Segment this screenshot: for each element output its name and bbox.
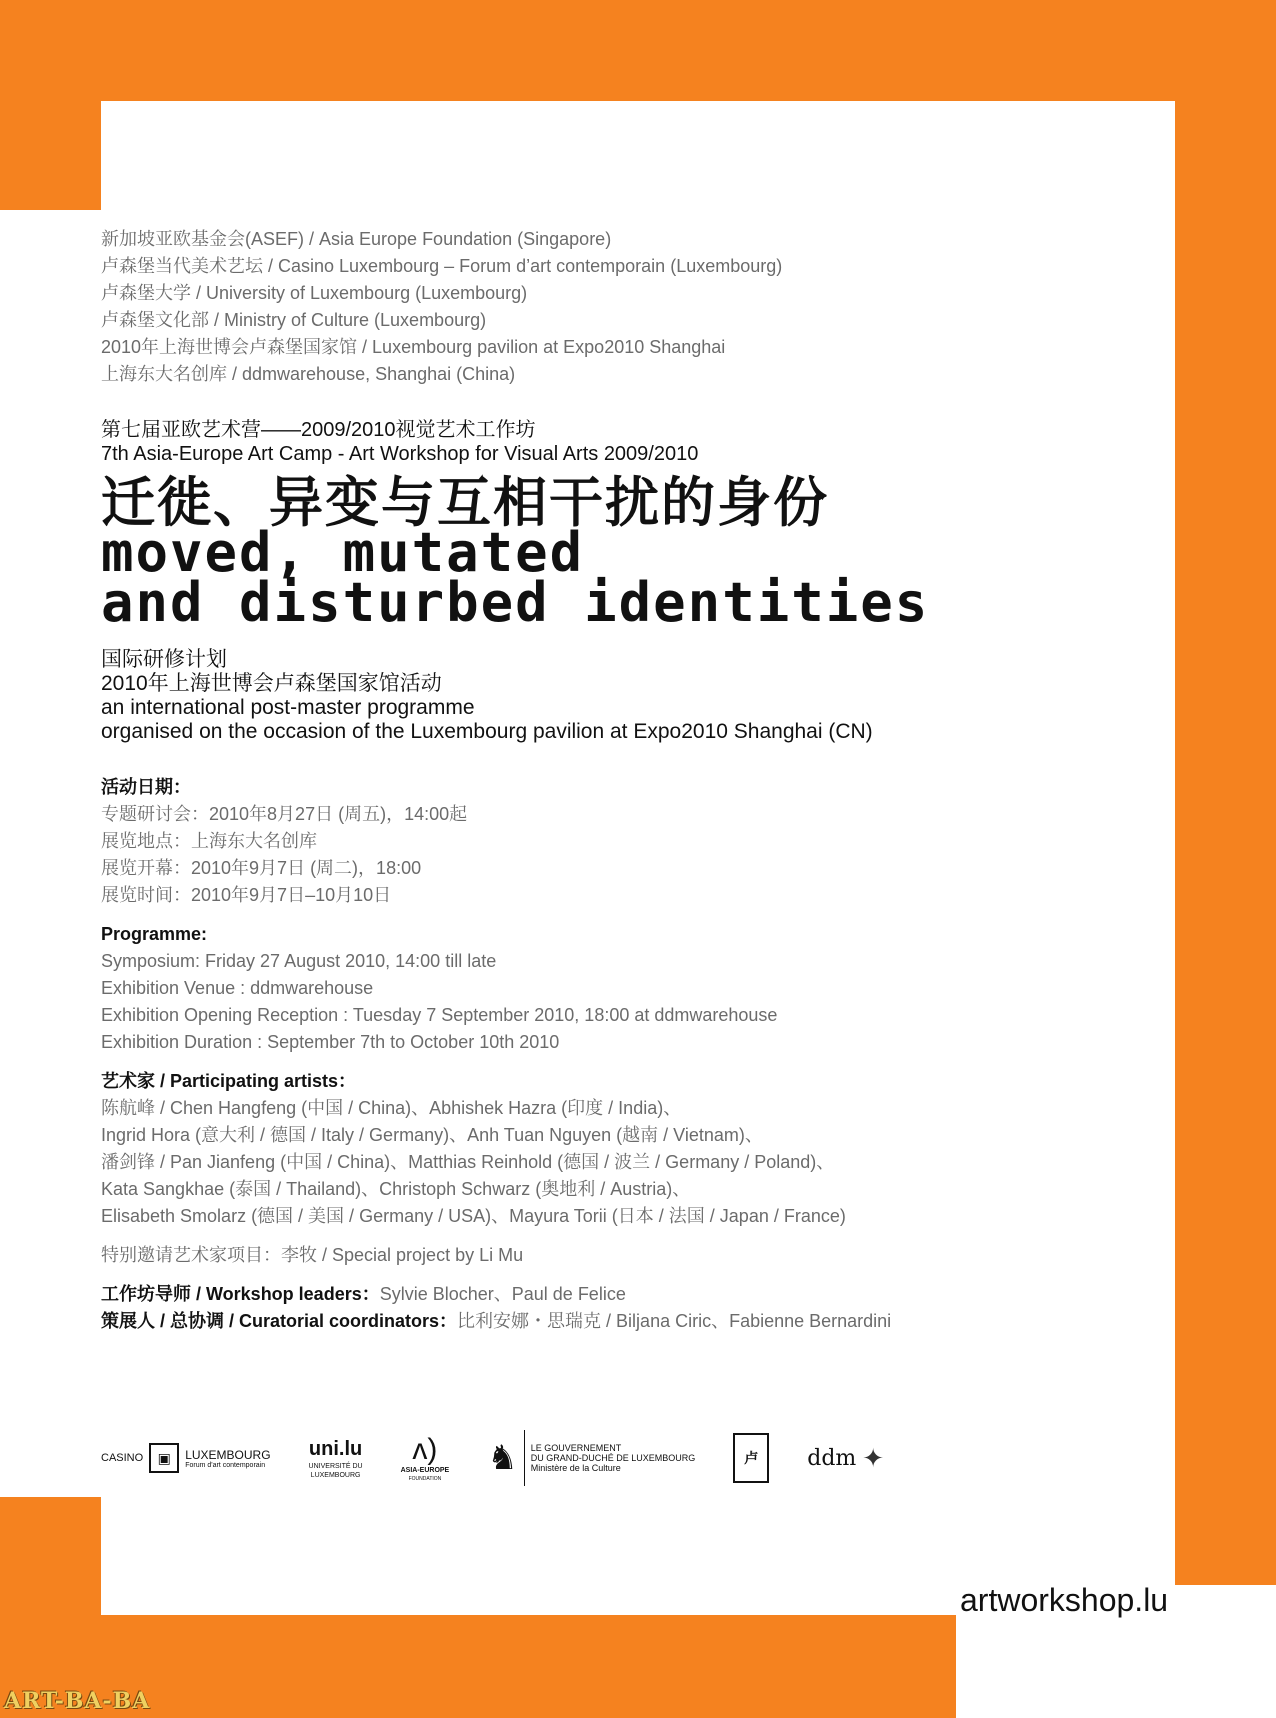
headline-en-1: moved, mutated — [101, 521, 585, 584]
red-lion-icon: ♞ — [487, 1439, 518, 1477]
date-line: 展览开幕：2010年9月7日 (周二)，18:00 — [101, 858, 422, 878]
event-title-cn: 第七届亚欧艺术营——2009/2010视觉艺术工作坊 — [101, 419, 536, 441]
ddm-text: ddm — [807, 1445, 857, 1471]
programme-line: Exhibition Opening Reception : Tuesday 7 September 2010, 18:00 at ddmwarehouse — [101, 1005, 778, 1025]
partner-line: 新加坡亚欧基金会(ASEF) / Asia Europe Foundation (Singapore) — [101, 229, 612, 249]
curators-value: 比利安娜・思瑞克 / Biljana Ciric、Fabienne Bernardini — [457, 1311, 892, 1331]
workshop-leaders-label: 工作坊导师 / Workshop leaders： — [101, 1284, 380, 1304]
website-url: artworkshop.lu — [960, 1582, 1169, 1618]
gov-line-1: LE GOUVERNEMENT — [530, 1443, 622, 1453]
headline-cn: 迁徙、异变与互相干扰的身份 — [101, 471, 829, 534]
uni-lu-sub2: LUXEMBOURG — [310, 1471, 361, 1479]
uni-lu-mark: uni.lu — [308, 1437, 363, 1460]
pavilion-emblem-icon: 卢 — [733, 1433, 769, 1483]
sponsor-logos — [101, 1425, 921, 1491]
event-title-en: 7th Asia-Europe Art Camp - Art Workshop for Visual Arts 2009/2010 — [101, 443, 699, 465]
curators-label: 策展人 / 总协调 / Curatorial coordinators： — [101, 1311, 458, 1331]
programme-cn-2: 2010年上海世博会卢森堡国家馆活动 — [101, 672, 442, 695]
partner-line: 上海东大名创库 / ddmwarehouse, Shanghai (China) — [101, 364, 516, 384]
casino-cube-icon: ▣ — [149, 1443, 179, 1473]
programme-line: Exhibition Venue : ddmwarehouse — [101, 978, 374, 998]
programme-line: Exhibition Duration : September 7th to October 10th 2010 — [101, 1032, 560, 1052]
art-ba-ba-watermark: ART-BA-BA — [4, 1688, 151, 1714]
artists-line: 潘剑锋 / Pan Jianfeng (中国 / China)、Matthias Reinhold (德国 / 波兰 / Germany / Poland)、 — [101, 1152, 835, 1172]
partner-line: 卢森堡当代美术艺坛 / Casino Luxembourg – Forum d’art contemporain (Luxembourg) — [101, 256, 783, 276]
asef-logo — [400, 1432, 450, 1482]
artists-heading: 艺术家 / Participating artists： — [101, 1071, 357, 1091]
partner-line: 2010年上海世博会卢森堡国家馆 / Luxembourg pavilion at Expo2010 Shanghai — [101, 337, 726, 357]
gov-line-2: DU GRAND-DUCHÉ DE LUXEMBOURG — [530, 1453, 696, 1463]
partners-list — [101, 226, 1161, 388]
dates-heading: 活动日期： — [101, 777, 191, 797]
asef-emblem-icon: ʌ) — [412, 1432, 438, 1466]
poster-content — [101, 226, 1161, 1335]
workshop-leaders-value: Sylvie Blocher、Paul de Felice — [379, 1284, 626, 1304]
orange-frame-top — [0, 0, 1276, 101]
partner-line: 卢森堡文化部 / Ministry of Culture (Luxembourg) — [101, 310, 487, 330]
artists-line: Ingrid Hora (意大利 / 德国 / Italy / Germany)、Anh Tuan Nguyen (越南 / Vietnam)、 — [101, 1125, 763, 1145]
workshop-leaders — [101, 1281, 1161, 1308]
artists-line: 陈航峰 / Chen Hangfeng (中国 / China)、Abhishek Hazra (印度 / India)、 — [101, 1098, 682, 1118]
ddm-logo — [807, 1443, 884, 1474]
casino-luxembourg-logo — [101, 1443, 271, 1473]
programme-heading: Programme: — [101, 924, 208, 944]
luxembourg-government-logo — [487, 1430, 695, 1486]
headline-en-2: and disturbed identities — [101, 571, 930, 634]
asef-label: ASIA-EUROPE — [400, 1466, 450, 1474]
partner-line: 卢森堡大学 / University of Luxembourg (Luxembourg) — [101, 283, 528, 303]
casino-left-text: CASINO — [101, 1452, 144, 1464]
date-line: 展览地点：上海东大名创库 — [101, 831, 317, 851]
ddm-brush-icon: ✦ — [862, 1442, 885, 1473]
casino-sub-text: Forum d'art contemporain — [185, 1461, 266, 1469]
special-project: 特别邀请艺术家项目：李牧 / Special project by Li Mu — [101, 1245, 524, 1265]
casino-right-text: LUXEMBOURG — [185, 1447, 271, 1462]
orange-frame-right — [1175, 0, 1276, 1585]
programme-en-1: an international post-master programme — [101, 696, 475, 719]
date-line: 展览时间：2010年9月7日–10月10日 — [101, 885, 392, 905]
orange-frame-left-top — [0, 0, 101, 210]
programme-en-2: organised on the occasion of the Luxembourg pavilion at Expo2010 Shanghai (CN) — [101, 720, 873, 743]
date-line: 专题研讨会：2010年8月27日 (周五)，14:00起 — [101, 804, 468, 824]
artists-line: Kata Sangkhae (泰国 / Thailand)、Christoph Schwarz (奥地利 / Austria)、 — [101, 1179, 691, 1199]
gov-line-3: Ministère de la Culture — [530, 1463, 621, 1473]
programme-cn-1: 国际研修计划 — [101, 648, 227, 671]
uni-lu-logo — [309, 1438, 363, 1479]
asef-sub: FOUNDATION — [408, 1475, 442, 1482]
uni-lu-sub1: UNIVERSITÉ DU — [308, 1462, 363, 1470]
programme-line: Symposium: Friday 27 August 2010, 14:00 till late — [101, 951, 497, 971]
curatorial-coordinators — [101, 1308, 1161, 1335]
luxembourg-pavilion-logo — [733, 1433, 769, 1483]
artists-line: Elisabeth Smolarz (德国 / 美国 / Germany / USA)、Mayura Torii (日本 / 法国 / Japan / France) — [101, 1206, 846, 1226]
